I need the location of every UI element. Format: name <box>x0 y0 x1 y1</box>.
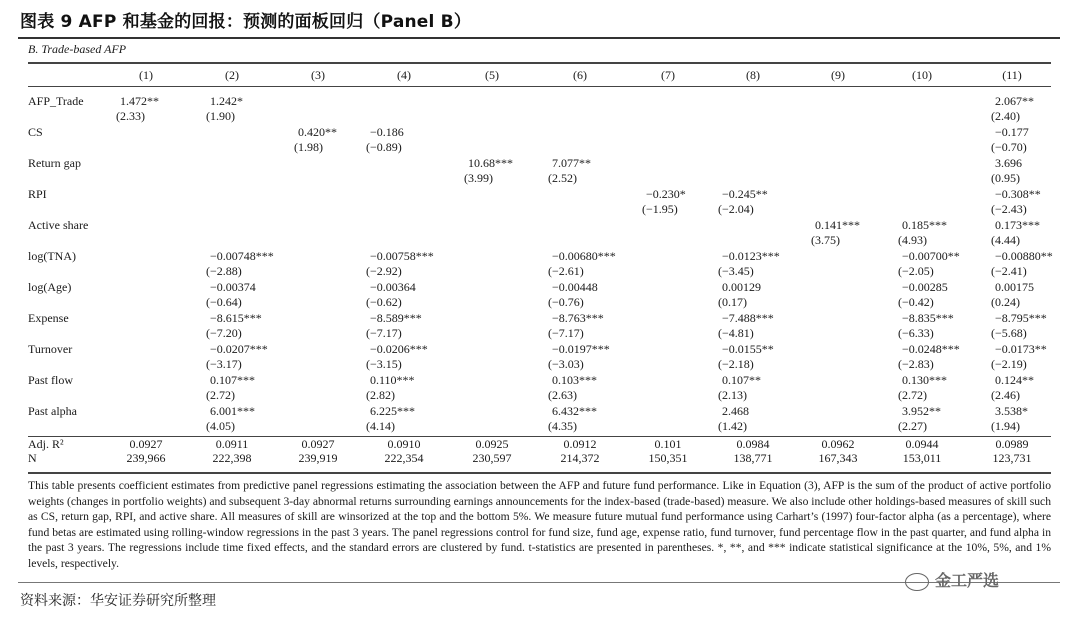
row-label: Active share <box>28 218 89 232</box>
row-label: Return gap <box>28 156 81 170</box>
adj-r2-cell: 0.0912 <box>563 437 597 451</box>
n-cell: 239,919 <box>298 451 338 465</box>
coefficient-cell: −0.0197*** <box>552 342 610 356</box>
t-stat-cell: (−3.45) <box>718 264 754 278</box>
t-stat-cell: (−2.61) <box>548 264 584 278</box>
row-label: RPI <box>28 187 47 201</box>
t-stat-cell: (−0.89) <box>366 140 402 154</box>
header-rule <box>28 86 1051 87</box>
title-rule <box>18 37 1060 39</box>
t-stat-cell: (−2.92) <box>366 264 402 278</box>
coefficient-cell: −0.00448 <box>552 280 598 294</box>
t-stat-cell: (0.24) <box>991 295 1020 309</box>
t-stat-cell: (2.27) <box>898 419 927 433</box>
t-stat-cell: (−5.68) <box>991 326 1027 340</box>
row-label: log(TNA) <box>28 249 76 263</box>
t-stat-cell: (4.93) <box>898 233 927 247</box>
adj-r2-cell: 0.0910 <box>387 437 421 451</box>
t-stat-cell: (−2.19) <box>991 357 1027 371</box>
column-header: (4) <box>397 68 411 82</box>
coefficient-cell: −0.00880** <box>995 249 1053 263</box>
t-stat-cell: (−0.64) <box>206 295 242 309</box>
wechat-icon <box>905 573 929 591</box>
t-stat-cell: (−7.17) <box>366 326 402 340</box>
adj-r2-cell: 0.0984 <box>736 437 770 451</box>
coefficient-cell: 0.185*** <box>902 218 947 232</box>
coefficient-cell: 0.130*** <box>902 373 947 387</box>
t-stat-cell: (2.52) <box>548 171 577 185</box>
n-cell: 222,398 <box>212 451 252 465</box>
coefficient-cell: −0.00374 <box>210 280 256 294</box>
coefficient-cell: −0.00285 <box>902 280 948 294</box>
row-label: Past flow <box>28 373 73 387</box>
coefficient-cell: 6.001*** <box>210 404 255 418</box>
adj-r2-cell: 0.0911 <box>215 437 249 451</box>
coefficient-cell: −0.0206*** <box>370 342 428 356</box>
t-stat-cell: (−3.03) <box>548 357 584 371</box>
coefficient-cell: 1.242* <box>210 94 243 108</box>
t-stat-cell: (−2.18) <box>718 357 754 371</box>
t-stat-cell: (−0.62) <box>366 295 402 309</box>
t-stat-cell: (−1.95) <box>642 202 678 216</box>
t-stat-cell: (−2.41) <box>991 264 1027 278</box>
table-top-rule <box>28 62 1051 64</box>
t-stat-cell: (−0.70) <box>991 140 1027 154</box>
coefficient-cell: 0.00129 <box>722 280 761 294</box>
coefficient-cell: 3.952** <box>902 404 941 418</box>
row-label: log(Age) <box>28 280 72 294</box>
t-stat-cell: (2.40) <box>991 109 1020 123</box>
coefficient-cell: 0.124** <box>995 373 1034 387</box>
t-stat-cell: (1.98) <box>294 140 323 154</box>
column-header: (7) <box>661 68 675 82</box>
t-stat-cell: (−2.43) <box>991 202 1027 216</box>
t-stat-cell: (2.82) <box>366 388 395 402</box>
t-stat-cell: (−4.81) <box>718 326 754 340</box>
coefficient-cell: 6.432*** <box>552 404 597 418</box>
t-stat-cell: (1.94) <box>991 419 1020 433</box>
n-cell: 214,372 <box>560 451 600 465</box>
coefficient-cell: −8.763*** <box>552 311 604 325</box>
coefficient-cell: 0.103*** <box>552 373 597 387</box>
t-stat-cell: (−0.42) <box>898 295 934 309</box>
row-label: Turnover <box>28 342 73 356</box>
n-cell: 150,351 <box>648 451 688 465</box>
t-stat-cell: (−3.17) <box>206 357 242 371</box>
n-cell: 222,354 <box>384 451 424 465</box>
coefficient-cell: 3.538* <box>995 404 1028 418</box>
coefficient-cell: −0.186 <box>370 125 404 139</box>
t-stat-cell: (1.90) <box>206 109 235 123</box>
coefficient-cell: 3.696 <box>995 156 1022 170</box>
t-stat-cell: (−7.17) <box>548 326 584 340</box>
coefficient-cell: −0.0155** <box>722 342 774 356</box>
column-header: (10) <box>912 68 932 82</box>
t-stat-cell: (2.72) <box>206 388 235 402</box>
t-stat-cell: (4.44) <box>991 233 1020 247</box>
row-label: CS <box>28 125 43 139</box>
figure-title: 图表 9 AFP 和基金的回报：预测的面板回归（Panel B） <box>20 12 472 32</box>
column-header: (2) <box>225 68 239 82</box>
t-stat-cell: (−2.04) <box>718 202 754 216</box>
coefficient-cell: 0.420** <box>298 125 337 139</box>
stats-rule <box>28 436 1051 437</box>
row-label: Past alpha <box>28 404 77 418</box>
column-header: (1) <box>139 68 153 82</box>
t-stat-cell: (1.42) <box>718 419 747 433</box>
t-stat-cell: (−7.20) <box>206 326 242 340</box>
row-label: Expense <box>28 311 69 325</box>
t-stat-cell: (3.99) <box>464 171 493 185</box>
column-header: (8) <box>746 68 760 82</box>
coefficient-cell: 2.468 <box>722 404 749 418</box>
coefficient-cell: −0.00364 <box>370 280 416 294</box>
column-header: (5) <box>485 68 499 82</box>
coefficient-cell: −0.177 <box>995 125 1029 139</box>
watermark-text: 金工严选 <box>935 571 1000 590</box>
coefficient-cell: 1.472** <box>120 94 159 108</box>
coefficient-cell: −0.0123*** <box>722 249 780 263</box>
column-header: (11) <box>1002 68 1022 82</box>
coefficient-cell: −8.795*** <box>995 311 1047 325</box>
footer-rule <box>18 582 1060 583</box>
coefficient-cell: 10.68*** <box>468 156 513 170</box>
column-header: (3) <box>311 68 325 82</box>
t-stat-cell: (4.14) <box>366 419 395 433</box>
t-stat-cell: (2.72) <box>898 388 927 402</box>
t-stat-cell: (−3.15) <box>366 357 402 371</box>
n-cell: 153,011 <box>902 451 942 465</box>
coefficient-cell: −0.00758*** <box>370 249 434 263</box>
t-stat-cell: (2.33) <box>116 109 145 123</box>
coefficient-cell: −8.615*** <box>210 311 262 325</box>
coefficient-cell: 0.00175 <box>995 280 1034 294</box>
coefficient-cell: −0.0173** <box>995 342 1047 356</box>
coefficient-cell: 2.067** <box>995 94 1034 108</box>
table-notes: This table presents coefficient estimates from predictive panel regressions estimating the association between the AFP and future fund performance. Like in Equation (3), AFP is the sum of the product of active portfolio weights (changes in portfolio weights) and subsequent 3-day abnormal returns surrounding earnings announcements for the index-based (trade-based) measure. We also include other holdings-based measures of skill such as CS, return gap, RPI, and active share. All measures of skill are winsorized at the top and the bottom 5%. We measure future mutual fund performance using Carhart’s (1997) four-factor alpha (as a percentage), where fund betas are estimated using rolling-window regressions in the past 3 years. The panel regressions control for fund size, fund age, expense ratio, fund turnover, fund percentage flow in the past quarter, and fund alpha in the past 3 years. The regressions include time fixed effects, and the standard errors are clustered by fund. t-statistics are presented in parentheses. *, **, and *** indicate statistical significance at the 10%, 5%, and 1% levels, respectively. <box>28 479 1051 570</box>
n-cell: 123,731 <box>992 451 1032 465</box>
t-stat-cell: (2.46) <box>991 388 1020 402</box>
coefficient-cell: −0.0207*** <box>210 342 268 356</box>
coefficient-cell: 0.173*** <box>995 218 1040 232</box>
source-note: 资料来源：华安证券研究所整理 <box>20 593 216 609</box>
t-stat-cell: (−0.76) <box>548 295 584 309</box>
t-stat-cell: (2.63) <box>548 388 577 402</box>
coefficient-cell: −7.488*** <box>722 311 774 325</box>
column-header: (6) <box>573 68 587 82</box>
panel-label: B. Trade-based AFP <box>28 42 127 56</box>
adj-r2-label: Adj. R² <box>28 437 64 451</box>
coefficient-cell: −0.00700** <box>902 249 960 263</box>
coefficient-cell: −0.230* <box>646 187 686 201</box>
t-stat-cell: (4.35) <box>548 419 577 433</box>
coefficient-cell: −0.245** <box>722 187 768 201</box>
adj-r2-cell: 0.0927 <box>129 437 163 451</box>
coefficient-cell: −8.589*** <box>370 311 422 325</box>
n-cell: 138,771 <box>733 451 773 465</box>
adj-r2-cell: 0.0925 <box>475 437 509 451</box>
t-stat-cell: (2.13) <box>718 388 747 402</box>
adj-r2-cell: 0.0989 <box>995 437 1029 451</box>
t-stat-cell: (4.05) <box>206 419 235 433</box>
coefficient-cell: −0.00748*** <box>210 249 274 263</box>
coefficient-cell: −0.00680*** <box>552 249 616 263</box>
t-stat-cell: (0.17) <box>718 295 747 309</box>
coefficient-cell: −8.835*** <box>902 311 954 325</box>
t-stat-cell: (0.95) <box>991 171 1020 185</box>
t-stat-cell: (−2.88) <box>206 264 242 278</box>
adj-r2-cell: 0.0962 <box>821 437 855 451</box>
adj-r2-cell: 0.101 <box>654 437 682 451</box>
coefficient-cell: 0.107*** <box>210 373 255 387</box>
n-label: N <box>28 451 37 465</box>
t-stat-cell: (−6.33) <box>898 326 934 340</box>
t-stat-cell: (−2.05) <box>898 264 934 278</box>
coefficient-cell: 7.077** <box>552 156 591 170</box>
coefficient-cell: −0.0248*** <box>902 342 960 356</box>
coefficient-cell: 0.110*** <box>370 373 415 387</box>
coefficient-cell: −0.308** <box>995 187 1041 201</box>
coefficient-cell: 0.141*** <box>815 218 860 232</box>
watermark <box>905 568 999 591</box>
column-header: (9) <box>831 68 845 82</box>
n-cell: 239,966 <box>126 451 166 465</box>
coefficient-cell: 0.107** <box>722 373 761 387</box>
row-label: AFP_Trade <box>28 94 84 108</box>
t-stat-cell: (3.75) <box>811 233 840 247</box>
adj-r2-cell: 0.0927 <box>301 437 335 451</box>
t-stat-cell: (−2.83) <box>898 357 934 371</box>
n-cell: 167,343 <box>818 451 858 465</box>
coefficient-cell: 6.225*** <box>370 404 415 418</box>
table-bottom-rule <box>28 472 1051 474</box>
adj-r2-cell: 0.0944 <box>905 437 939 451</box>
n-cell: 230,597 <box>472 451 512 465</box>
